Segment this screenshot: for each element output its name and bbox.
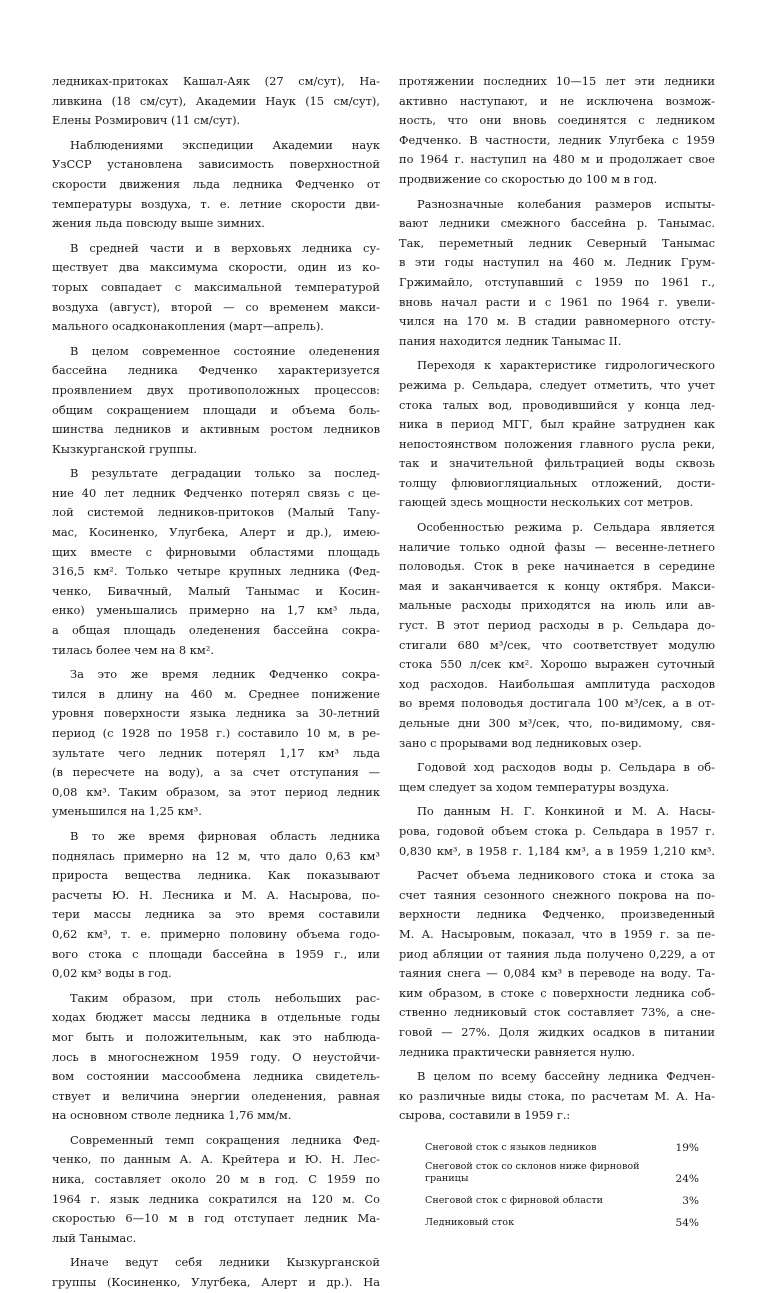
right-text-column bbox=[399, 72, 715, 1229]
text-line: ливкина (18 см/сут), Академии Наук (15 см/сут), bbox=[52, 93, 380, 108]
text-line: протяжении последних 10—15 лет эти ледники bbox=[399, 74, 715, 88]
text-line: енко) уменьшались примерно на 1,7 км³ льда, bbox=[52, 603, 380, 618]
text-line: ходах бюджет массы ледника в отдельные годы bbox=[52, 1010, 380, 1025]
table-row bbox=[399, 1185, 715, 1207]
text-line: ственно ледниковый сток составляет 73%, а сне- bbox=[399, 1005, 715, 1020]
text-line: гающей здесь мощности нескольких сот метров. bbox=[399, 495, 694, 510]
text-line: тилась более чем на 8 км². bbox=[52, 642, 214, 657]
text-line: вают ледники смежного бассейна р. Танымас. bbox=[399, 216, 715, 231]
table-row-label-cont: границы bbox=[425, 1172, 469, 1184]
text-line: ледниках-притоках Кашал-Аяк (27 см/сут), На- bbox=[52, 74, 380, 88]
text-line: Иначе ведут себя ледники Кызкурганской bbox=[70, 1255, 380, 1270]
text-line: режима р. Сельдара, следует отметить, что учет bbox=[399, 377, 715, 392]
text-line: так и значительной фильтрацией воды сквозь bbox=[399, 456, 715, 471]
text-line: вого стока с площади бассейна в 1959 г., или bbox=[52, 946, 380, 961]
table-row-label: Снеговой сток с фирновой области bbox=[425, 1194, 604, 1206]
text-line: период (с 1928 по 1958 г.) составило 10 м, в ре- bbox=[52, 726, 380, 740]
text-line: В результате деградации только за послед- bbox=[70, 466, 380, 481]
text-line: мальные расходы приходятся на июль или ав- bbox=[399, 598, 715, 613]
text-line: ко различные виды стока, по расчетам М. А. На- bbox=[399, 1088, 715, 1103]
text-line: чился на 170 м. В стадии равномерного отсту- bbox=[399, 314, 715, 329]
text-line: ким образом, в стоке с поверхности ледника соб- bbox=[399, 985, 715, 1000]
text-line: Кызкурганской группы. bbox=[52, 441, 197, 456]
text-line: жения льда повсюду выше зимних. bbox=[52, 216, 265, 231]
text-line: ствует и величина энергии оледенения, равная bbox=[52, 1088, 380, 1103]
text-line: лый Танымас. bbox=[52, 1230, 137, 1245]
text-line: ность, что они вновь соединятся с ледником bbox=[399, 113, 715, 128]
text-line: проявлением двух противоположных процессов: bbox=[52, 382, 380, 397]
table-row bbox=[399, 1132, 715, 1154]
text-line: воздуха (август), второй — со временем макси- bbox=[52, 299, 380, 314]
text-line: поднялась примерно на 12 м, что дало 0,63 км³ bbox=[52, 848, 380, 863]
runoff-table bbox=[399, 1132, 715, 1229]
text-line: во время половодья достигала 100 м³/сек, а в от- bbox=[399, 696, 715, 711]
table-row-value: 24% bbox=[675, 1172, 699, 1185]
text-line: Таким образом, при столь небольших рас- bbox=[70, 990, 380, 1005]
text-line: ние 40 лет ледник Федченко потерял связь с це- bbox=[52, 485, 380, 500]
text-line: риод абляции от таяния льда получено 0,229, а от bbox=[399, 946, 715, 961]
text-line: 0,02 км³ воды в год. bbox=[52, 966, 172, 981]
text-line: мая и заканчивается к концу октября. Макси- bbox=[399, 578, 715, 593]
text-line: зультате чего ледник потерял 1,17 км³ льда bbox=[52, 745, 380, 760]
text-line: таяния снега — 0,084 км³ в переводе на воду. Та- bbox=[399, 966, 715, 981]
text-line: половодья. Сток в реке начинается в середине bbox=[399, 559, 715, 574]
text-line: По данным Н. Г. Конкиной и М. А. Насы- bbox=[417, 804, 715, 819]
text-line: стигали 680 м³/сек, что соответствует модулю bbox=[399, 637, 715, 652]
text-line: скоростью 6—10 м в год отступает ледник Ма- bbox=[52, 1211, 380, 1226]
text-line: ществует два максимума скорости, один из ко- bbox=[52, 260, 380, 275]
text-line: мас, Косиненко, Улугбека, Алерт и др.), имею- bbox=[52, 525, 380, 540]
text-line: вом состоянии массообмена ледника свидетель- bbox=[52, 1069, 380, 1084]
text-line: щих вместе с фирновыми областями площадь bbox=[52, 544, 380, 559]
text-line: Так, переметный ледник Северный Танымас bbox=[399, 235, 715, 250]
table-row-value: 54% bbox=[675, 1216, 699, 1229]
text-line: УзССР установлена зависимость поверхностной bbox=[52, 157, 380, 172]
text-line: щем следует за ходом температуры воздуха. bbox=[399, 779, 670, 794]
text-line: дельные дни 300 м³/сек, что, по-видимому, свя- bbox=[399, 716, 715, 730]
text-line: шинства ледников и активным ростом ледников bbox=[52, 422, 380, 437]
left-text-column bbox=[52, 72, 380, 1293]
text-line: В то же время фирновая область ледника bbox=[70, 828, 380, 843]
text-line: Расчет объема ледникового стока и стока за bbox=[417, 868, 715, 883]
text-line: по 1964 г. наступил на 480 м и продолжает свое bbox=[399, 152, 715, 167]
text-line: ченко, Бивачный, Малый Танымас и Косин- bbox=[52, 583, 380, 598]
text-line: верхности ледника Федченко, произведенный bbox=[399, 907, 715, 922]
text-line: мог быть и положительным, как это наблюда- bbox=[52, 1029, 380, 1044]
text-line: тери массы ледника за это время составили bbox=[52, 907, 380, 922]
text-line: наличие только одной фазы — весенне-летнего bbox=[399, 539, 715, 554]
text-line: Современный темп сокращения ледника Фед- bbox=[70, 1132, 380, 1147]
text-line: лось в многоснежном 1959 году. О неустойчи- bbox=[52, 1049, 380, 1064]
text-line: Елены Розмирович (11 см/сут). bbox=[52, 113, 241, 128]
text-line: тился в длину на 460 м. Среднее понижение bbox=[52, 686, 380, 701]
text-line: 316,5 км². Только четыре крупных ледника (Фед- bbox=[52, 564, 380, 579]
text-line: уменьшился на 1,25 км³. bbox=[52, 804, 202, 819]
text-line: бассейна ледника Федченко характеризуется bbox=[52, 363, 380, 378]
text-line: В средней части и в верховьях ледника су- bbox=[70, 240, 380, 255]
text-line: стока 550 л/сек км². Хорошо выражен суточный bbox=[399, 657, 715, 672]
text-line: активно наступают, и не исключена возмож- bbox=[399, 93, 715, 108]
text-line: ника в период МГГ, был крайне затруднен как bbox=[399, 417, 715, 432]
text-line: пания находится ледник Танымас II. bbox=[399, 333, 622, 348]
text-line: скорости движения льда ледника Федченко от bbox=[52, 176, 380, 191]
text-line: вновь начал расти и с 1961 по 1964 г. увели- bbox=[399, 294, 715, 309]
text-line: В целом современное состояние оледенения bbox=[70, 343, 380, 358]
text-line: Годовой ход расходов воды р. Сельдара в об- bbox=[417, 760, 715, 775]
text-line: густ. В этот период расходы в р. Сельдара до- bbox=[399, 618, 715, 633]
text-line: ледника практически равняется нулю. bbox=[399, 1044, 635, 1059]
table-row bbox=[399, 1154, 715, 1185]
text-line: сырова, составили в 1959 г.: bbox=[399, 1108, 571, 1123]
text-line: говой — 27%. Доля жидких осадков в питании bbox=[399, 1024, 715, 1039]
text-line: ника, составляет около 20 м в год. С 1959 по bbox=[52, 1172, 380, 1187]
text-line: зано с прорывами вод ледниковых озер. bbox=[399, 735, 642, 750]
text-line: уровня поверхности языка ледника за 30-летний bbox=[52, 706, 380, 721]
text-line: 0,08 км³. Таким образом, за этот период ледник bbox=[52, 784, 380, 799]
text-line: Гржимайло, отступавший с 1959 по 1961 г., bbox=[399, 274, 715, 289]
text-line: 0,62 км³, т. е. примерно половину объема годо- bbox=[52, 926, 380, 941]
table-row bbox=[399, 1207, 715, 1229]
text-line: Особенностью режима р. Сельдара является bbox=[417, 520, 715, 535]
text-line: М. А. Насыровым, показал, что в 1959 г. за пе- bbox=[399, 926, 715, 941]
table-row-label: Ледниковый сток bbox=[425, 1216, 515, 1228]
text-line: Переходя к характеристике гидрологического bbox=[417, 358, 715, 373]
table-row-label: Снеговой сток с языков ледников bbox=[425, 1141, 597, 1153]
text-line: в эти годы наступил на 460 м. Ледник Грум- bbox=[399, 255, 715, 270]
text-line: толщу флювиогляциальных отложений, дости- bbox=[399, 475, 715, 490]
text-line: на основном стволе ледника 1,76 мм/м. bbox=[52, 1108, 292, 1123]
right-text-lines bbox=[399, 72, 715, 1126]
table-row-value: 19% bbox=[675, 1141, 699, 1154]
text-line: продвижение со скоростью до 100 м в год. bbox=[399, 171, 658, 186]
text-line: группы (Косиненко, Улугбека, Алерт и др.). На bbox=[52, 1275, 380, 1290]
text-line: ченко, по данным А. А. Крейтера и Ю. Н. Лес- bbox=[52, 1152, 380, 1167]
text-line: торых совпадает с максимальной температурой bbox=[52, 279, 380, 294]
text-line: мального осадконакопления (март—апрель). bbox=[52, 319, 324, 334]
text-line: За это же время ледник Федченко сокра- bbox=[70, 667, 380, 682]
text-line: Наблюдениями экспедиции Академии наук bbox=[70, 137, 380, 152]
text-line: лой системой ледников-притоков (Малый Тany- bbox=[52, 505, 380, 520]
text-line: стока талых вод, проводившийся у конца лед- bbox=[399, 397, 715, 412]
text-line: счет таяния сезонного снежного покрова на по- bbox=[399, 887, 715, 902]
text-line: Разнозначные колебания размеров испыты- bbox=[417, 196, 715, 211]
text-line: прироста вещества ледника. Как показывают bbox=[52, 868, 380, 883]
text-line: непостоянством положения главного русла реки, bbox=[399, 436, 715, 451]
text-line: рова, годовой объем стока р. Сельдара в 1957 г. bbox=[399, 823, 715, 838]
text-line: 1964 г. язык ледника сократился на 120 м. Со bbox=[52, 1191, 380, 1206]
text-line: расчеты Ю. Н. Лесника и М. А. Насырова, по- bbox=[52, 887, 380, 902]
text-line: (в пересчете на воду), а за счет отступания — bbox=[52, 765, 380, 780]
table-row-label: Снеговой сток со склонов ниже фирновой bbox=[425, 1160, 640, 1172]
text-line: 0,830 км³, в 1958 г. 1,184 км³, а в 1959 1,210 км³. bbox=[399, 843, 715, 858]
text-line: В целом по всему бассейну ледника Федчен- bbox=[417, 1069, 715, 1084]
text-line: температуры воздуха, т. е. летние скорости дви- bbox=[52, 196, 380, 211]
table-row-value: 3% bbox=[682, 1194, 699, 1207]
text-line: общим сокращением площади и объема боль- bbox=[52, 402, 380, 417]
text-line: а общая площадь оледенения бассейна сокра- bbox=[52, 623, 380, 638]
text-line: ход расходов. Наибольшая амплитуда расходов bbox=[399, 676, 715, 691]
text-line: Федченко. В частности, ледник Улугбека с 1959 bbox=[399, 132, 715, 147]
